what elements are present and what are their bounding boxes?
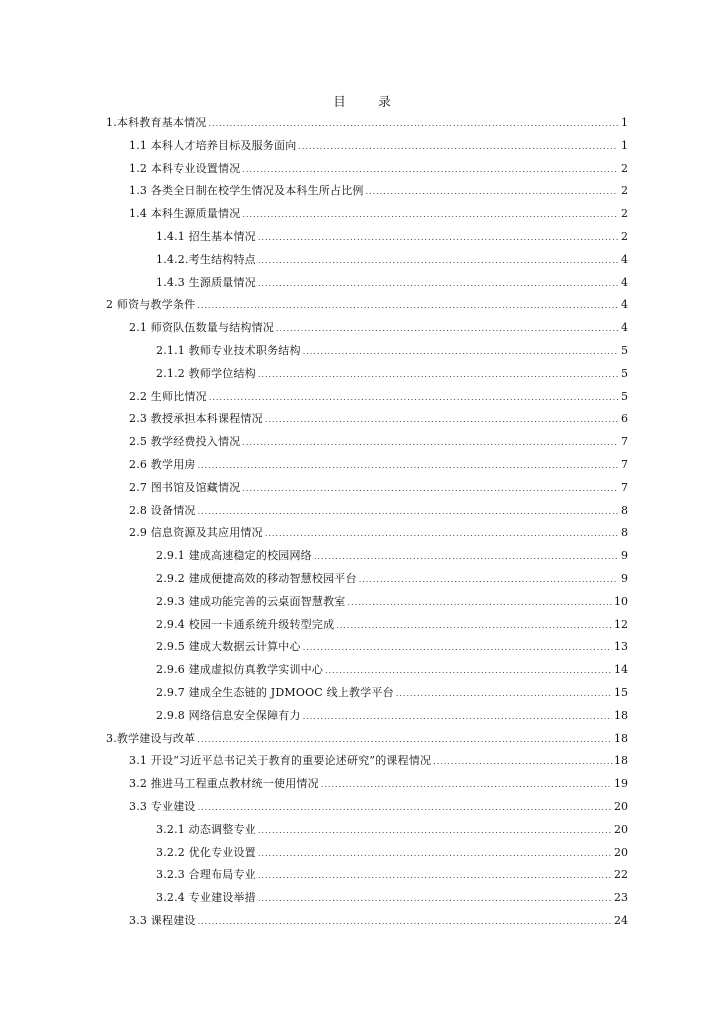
dot-leader: [276, 317, 618, 341]
toc-entry-page: 5: [621, 343, 628, 357]
toc-entry-text: 2.8 设备情况: [129, 503, 196, 517]
toc-entry-page: 13: [614, 640, 628, 654]
dot-leader: [209, 112, 619, 136]
toc-entry-text: 2.9.1 建成高速稳定的校园网络: [156, 549, 312, 563]
toc-entry-page: 2: [621, 207, 628, 221]
toc-entry: [106, 431, 628, 454]
toc-entry-page: 12: [614, 617, 628, 631]
dot-leader: [198, 910, 612, 934]
dot-leader: [198, 500, 618, 524]
toc-entry-text: 2.9.6 建成虚拟仿真教学实训中心: [156, 663, 324, 677]
toc-entry-text: 3.2.2 优化专业设置: [156, 845, 256, 859]
dot-leader: [336, 614, 612, 638]
toc-entry: [106, 887, 628, 910]
dot-leader: [347, 591, 612, 615]
toc-entry: [106, 158, 628, 181]
toc-entry-page: 8: [621, 526, 628, 540]
toc-entry: [106, 363, 628, 386]
toc-entry: [106, 682, 628, 705]
toc-entry: [106, 568, 628, 591]
toc-entry: [106, 819, 628, 842]
dot-leader: [258, 864, 612, 888]
dot-leader: [321, 773, 612, 797]
toc-entry: [106, 249, 628, 272]
toc-entry: [106, 614, 628, 637]
toc-entry-text: 2.9.7 建成全生态链的 JDMOOC 线上教学平台: [156, 685, 394, 699]
dot-leader: [258, 272, 618, 296]
toc-entry-text: 2.3 教授承担本科课程情况: [129, 412, 263, 426]
toc-entry: [106, 591, 628, 614]
toc-entry-page: 18: [614, 754, 628, 768]
toc-entry-text: 2.9.4 校园一卡通系统升级转型完成: [156, 617, 335, 631]
toc-entry: [106, 864, 628, 887]
toc-entry: [106, 773, 628, 796]
toc-entry-text: 1.3 各类全日制在校学生情况及本科生所占比例: [129, 184, 364, 198]
toc-entry-page: 5: [621, 389, 628, 403]
toc-entry-page: 4: [621, 252, 628, 266]
dot-leader: [433, 750, 612, 774]
toc-entry-text: 1.4 本科生源质量情况: [129, 207, 241, 221]
toc-entry-text: 3.2.3 合理布局专业: [156, 868, 256, 882]
toc-entry: [106, 180, 628, 203]
toc-entry-text: 2.1 师资队伍数量与结构情况: [129, 321, 274, 335]
toc-entry: [106, 294, 628, 317]
toc-entry-page: 15: [614, 685, 628, 699]
dot-leader: [366, 180, 618, 204]
toc-entry-text: 2 师资与教学条件: [106, 298, 196, 312]
toc-entry-text: 3.2 推进马工程重点教材统一使用情况: [129, 777, 319, 791]
dot-leader: [258, 226, 618, 250]
toc-entry-text: 2.2 生师比情况: [129, 389, 207, 403]
toc-entry-page: 20: [614, 822, 628, 836]
toc-entry-text: 1.4.1 招生基本情况: [156, 229, 256, 243]
dot-leader: [198, 796, 612, 820]
toc-entry: [106, 545, 628, 568]
dot-leader: [265, 522, 618, 546]
dot-leader: [258, 363, 618, 387]
dot-leader: [359, 568, 618, 592]
toc-entry-page: 7: [621, 480, 628, 494]
dot-leader: [242, 431, 618, 455]
toc-title: 目 录: [333, 94, 401, 109]
toc-entry-page: 14: [614, 663, 628, 677]
toc-entry: [106, 454, 628, 477]
toc-entry: [106, 408, 628, 431]
toc-entry-text: 3.3 专业建设: [129, 799, 196, 813]
toc-entry-text: 2.6 教学用房: [129, 457, 196, 471]
dot-leader: [303, 636, 612, 660]
toc-entry-text: 1.2 本科专业设置情况: [129, 161, 241, 175]
toc-entry: [106, 659, 628, 682]
dot-leader: [303, 705, 612, 729]
toc-entry: [106, 728, 628, 751]
dot-leader: [303, 340, 618, 364]
toc-entry-page: 4: [621, 275, 628, 289]
toc-entry-text: 3.3 课程建设: [129, 913, 196, 927]
dot-leader: [197, 294, 618, 318]
toc-entry-text: 2.7 图书馆及馆藏情况: [129, 480, 241, 494]
toc-entry: [106, 500, 628, 523]
toc-entry-page: 19: [614, 777, 628, 791]
toc-entry-page: 5: [621, 366, 628, 380]
dot-leader: [242, 203, 618, 227]
toc-entry: [106, 272, 628, 295]
toc-entry-text: 2.9.3 建成功能完善的云桌面智慧教室: [156, 594, 346, 608]
dot-leader: [325, 659, 612, 683]
dot-leader: [242, 158, 618, 182]
toc-entry-text: 1.4.2.考生结构特点: [156, 252, 256, 266]
dot-leader: [258, 819, 612, 843]
toc-entry-page: 9: [621, 549, 628, 563]
toc-entry-page: 9: [621, 571, 628, 585]
toc-entry-page: 18: [614, 708, 628, 722]
toc-entry-page: 10: [614, 594, 628, 608]
dot-leader: [396, 682, 612, 706]
toc-entry-page: 1: [621, 138, 628, 152]
toc-entry: [106, 796, 628, 819]
toc-entry-text: 2.1.2 教师学位结构: [156, 366, 256, 380]
toc-entry-text: 2.1.1 教师专业技术职务结构: [156, 343, 301, 357]
toc-entry: [106, 522, 628, 545]
dot-leader: [298, 135, 618, 159]
dot-leader: [258, 249, 618, 273]
toc-entry-text: 1.4.3 生源质量情况: [156, 275, 256, 289]
toc-entry-text: 2.9 信息资源及其应用情况: [129, 526, 263, 540]
toc-entry-text: 2.5 教学经费投入情况: [129, 435, 241, 449]
toc-entry: [106, 636, 628, 659]
toc-entry-text: 3.1 开设“习近平总书记关于教育的重要论述研究”的课程情况: [129, 754, 432, 768]
dot-leader: [209, 386, 618, 410]
toc-entry-page: 23: [614, 891, 628, 905]
toc-entry: [106, 112, 628, 135]
toc-entry-page: 7: [621, 457, 628, 471]
toc-entry-page: 2: [621, 161, 628, 175]
toc-entry: [106, 226, 628, 249]
toc-list: [106, 112, 628, 933]
toc-entry-text: 3.教学建设与改革: [106, 731, 196, 745]
toc-entry-text: 3.2.4 专业建设举措: [156, 891, 256, 905]
dot-leader: [258, 887, 612, 911]
toc-entry-text: 1.1 本科人才培养目标及服务面向: [129, 138, 297, 152]
toc-entry-page: 6: [621, 412, 628, 426]
toc-entry-text: 3.2.1 动态调整专业: [156, 822, 256, 836]
toc-entry: [106, 203, 628, 226]
toc-entry: [106, 135, 628, 158]
toc-entry-text: 2.9.5 建成大数据云计算中心: [156, 640, 301, 654]
toc-entry-page: 4: [621, 321, 628, 335]
toc-entry-page: 20: [614, 799, 628, 813]
toc-entry: [106, 340, 628, 363]
toc-entry: [106, 317, 628, 340]
toc-entry-page: 8: [621, 503, 628, 517]
toc-entry-text: 2.9.2 建成便捷高效的移动智慧校园平台: [156, 571, 357, 585]
dot-leader: [197, 728, 612, 752]
toc-entry: [106, 477, 628, 500]
dot-leader: [314, 545, 618, 569]
toc-entry-page: 7: [621, 435, 628, 449]
toc-entry: [106, 910, 628, 933]
toc-entry-page: 24: [614, 913, 628, 927]
toc-entry: [106, 842, 628, 865]
toc-entry-page: 1: [621, 116, 628, 129]
dot-leader: [242, 477, 618, 501]
toc-entry: [106, 386, 628, 409]
toc-entry-page: 22: [614, 868, 628, 882]
toc-entry-text: 1.本科教育基本情况: [106, 116, 207, 129]
toc-entry-page: 20: [614, 845, 628, 859]
dot-leader: [258, 842, 612, 866]
toc-entry-page: 4: [621, 298, 628, 312]
dot-leader: [265, 408, 618, 432]
dot-leader: [198, 454, 618, 478]
toc-entry: [106, 750, 628, 773]
toc-entry-page: 18: [614, 731, 628, 745]
toc-entry-page: 2: [621, 229, 628, 243]
toc-entry-page: 2: [621, 184, 628, 198]
toc-entry: [106, 705, 628, 728]
toc-entry-text: 2.9.8 网络信息安全保障有力: [156, 708, 301, 722]
